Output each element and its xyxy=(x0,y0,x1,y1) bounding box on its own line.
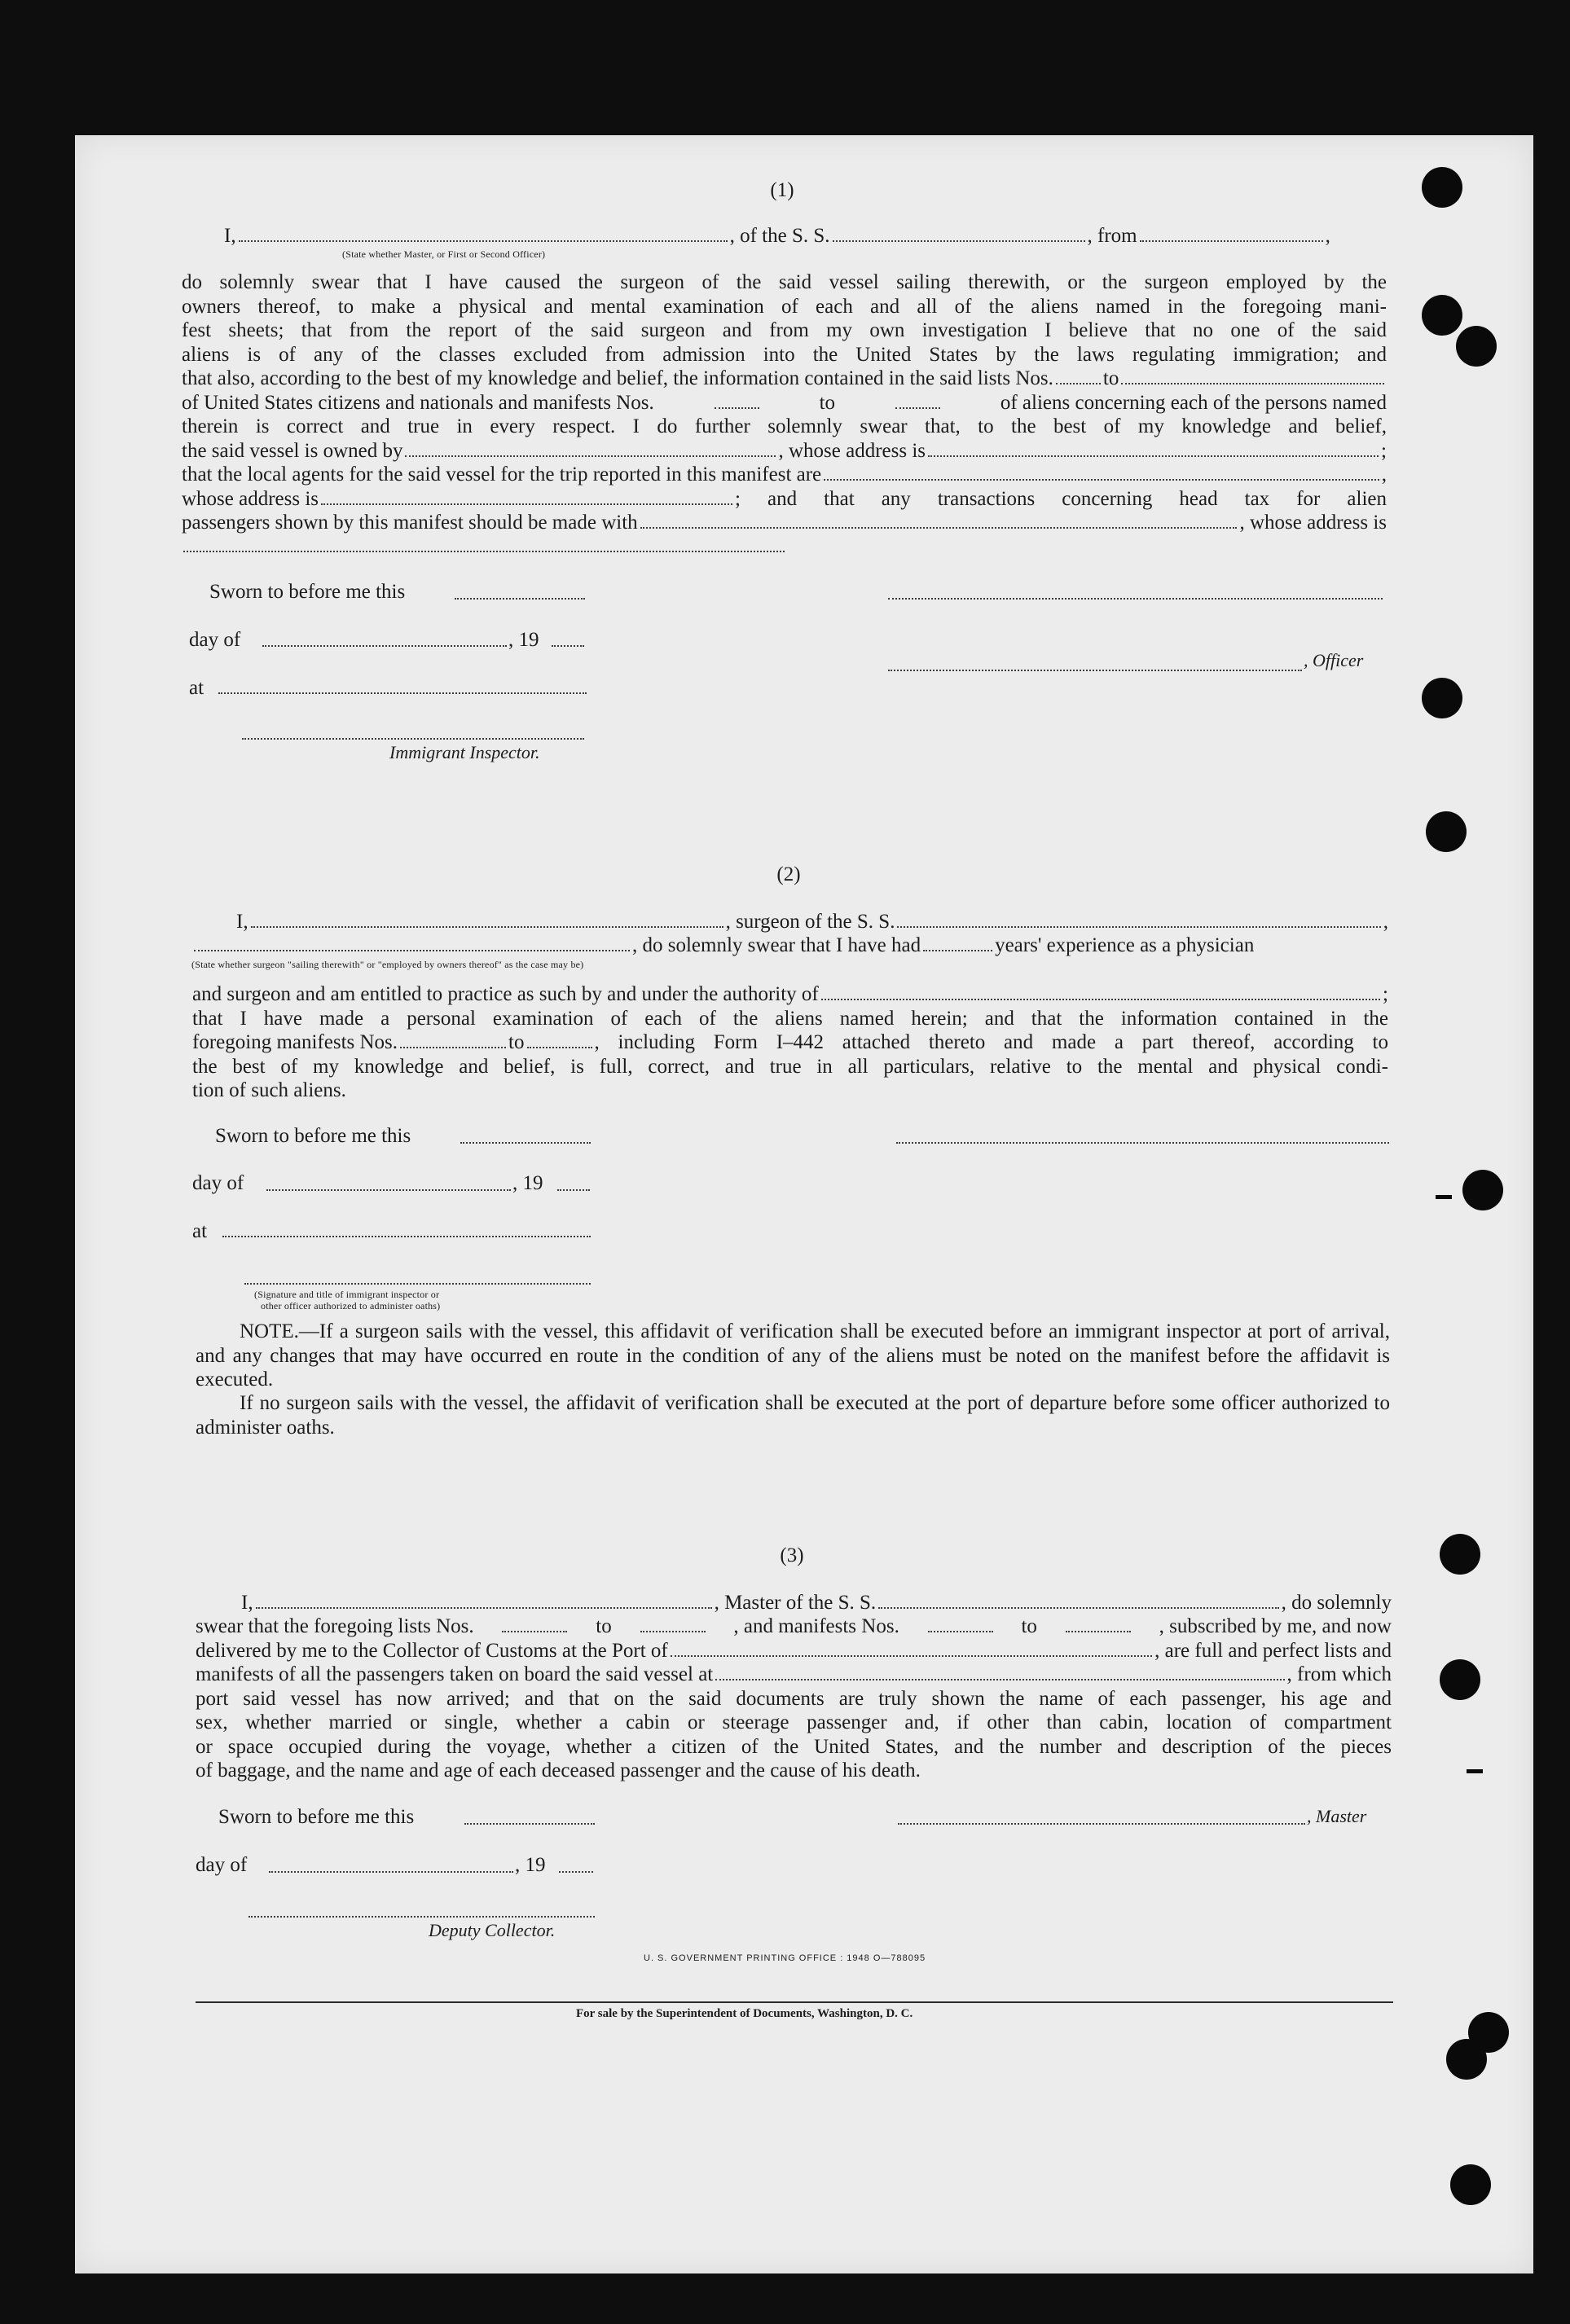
port-field[interactable] xyxy=(671,1655,1152,1657)
punch-hole xyxy=(1462,1170,1503,1210)
manifest-no-from-field[interactable] xyxy=(928,1631,993,1632)
manifest-no-to-field[interactable] xyxy=(895,407,940,409)
experience-text: years' experience as a physician xyxy=(995,934,1255,956)
section-3-master-line xyxy=(241,1591,1392,1615)
sworn-date-field[interactable] xyxy=(455,598,585,600)
body-line: do solemnly swear that I have caused the surgeon of the said vessel sailing therewith, or the surgeon employed by the xyxy=(182,271,1387,293)
i-label: I, xyxy=(236,911,248,933)
vessel-name-field[interactable] xyxy=(878,1607,1278,1609)
agents-address-field[interactable] xyxy=(321,503,732,505)
manifest-no-to-field[interactable] xyxy=(1066,1631,1131,1632)
manifests-text: , and manifests Nos. xyxy=(733,1615,899,1637)
manifests-line xyxy=(192,1030,1388,1055)
delivered-text: delivered by me to the Collector of Customs at the Port of xyxy=(196,1639,668,1662)
manifest-no-to-field[interactable] xyxy=(527,1047,592,1048)
surgeon-signature-field[interactable] xyxy=(896,1142,1389,1144)
surgeon-text: , surgeon of the S. S. xyxy=(725,911,895,933)
comma: , xyxy=(1383,911,1388,933)
section-3-number: (3) xyxy=(780,1544,804,1566)
to-label: to xyxy=(1021,1615,1037,1637)
section-1-officer-line xyxy=(224,224,1387,248)
day-of-label: day of xyxy=(196,1854,248,1876)
authority-text: and surgeon and am entitled to practice as such by and under the authority of xyxy=(192,983,819,1005)
master-label: , Master xyxy=(1307,1806,1367,1826)
years-field[interactable] xyxy=(923,950,992,951)
at-place-field[interactable] xyxy=(218,692,587,694)
whose-address-text: whose address is xyxy=(182,487,319,510)
passengers-text: passengers shown by this manifest should be made with xyxy=(182,512,638,534)
printing-office-imprint: U. S. GOVERNMENT PRINTING OFFICE : 1948 O—788095 xyxy=(644,1953,926,1963)
page-mark xyxy=(1436,1195,1452,1199)
head-tax-text: ; and that any transactions concerning head tax for alien xyxy=(735,487,1387,510)
year-label: , 19 xyxy=(515,1854,546,1876)
punch-hole xyxy=(1422,678,1462,718)
punch-hole xyxy=(1426,811,1467,852)
lists-line xyxy=(196,1614,1392,1639)
page-mark xyxy=(1467,1769,1483,1773)
section-2-surgeon-line xyxy=(236,910,1388,934)
year-field[interactable] xyxy=(552,645,584,647)
citizens-line xyxy=(182,391,1387,415)
year-field[interactable] xyxy=(559,1871,593,1873)
to-label: to xyxy=(819,391,836,414)
lists-text: swear that the foregoing lists Nos. xyxy=(196,1615,474,1637)
from-label: , from xyxy=(1087,225,1137,247)
surgeon-type-field[interactable] xyxy=(194,950,630,951)
to-label: to xyxy=(508,1031,525,1053)
form-text: , including Form I–442 attached thereto and made a part thereof, according to xyxy=(594,1031,1388,1053)
punch-hole xyxy=(1456,326,1497,367)
section-2-number: (2) xyxy=(776,863,801,885)
whose-address-text: , whose address is xyxy=(1239,512,1387,534)
agents-text: that the local agents for the said vessel for the trip reported in this manifest are xyxy=(182,463,822,485)
body-line: port said vessel has now arrived; and that on the said documents are truly shown the name of each passenger, his age and xyxy=(196,1687,1392,1710)
subscribed-text: , subscribed by me, and now xyxy=(1159,1615,1392,1637)
officer-name-field[interactable] xyxy=(239,240,728,242)
punch-hole xyxy=(1422,167,1462,208)
manifests-text: foregoing manifests Nos. xyxy=(192,1031,398,1053)
body-line: owners thereof, to make a physical and mental examination of each and all of the aliens named in the foregoing mani- xyxy=(182,295,1387,318)
master-name-field[interactable] xyxy=(256,1607,712,1609)
month-field[interactable] xyxy=(266,1189,511,1191)
lists-line xyxy=(182,367,1387,391)
owner-line xyxy=(182,439,1387,463)
body-line: sex, whether married or single, whether a cabin or steerage passenger and, if other than cabin, location of compartment xyxy=(196,1711,1392,1733)
owner-address-field[interactable] xyxy=(928,455,1379,457)
manifest-no-from-field[interactable] xyxy=(400,1047,506,1048)
collector-label: Deputy Collector. xyxy=(429,1920,556,1940)
agents-address-line xyxy=(182,487,1387,512)
sworn-label: Sworn to before me this xyxy=(215,1125,411,1147)
head-tax-party-field[interactable] xyxy=(640,527,1238,529)
address-text: , whose address is xyxy=(778,439,926,462)
authority-line xyxy=(192,982,1388,1007)
sworn-date-field[interactable] xyxy=(460,1142,591,1144)
passengers-line xyxy=(182,511,1387,535)
punch-hole xyxy=(1440,1659,1480,1700)
body-line: of baggage, and the name and age of each deceased passenger and the cause of his death. xyxy=(196,1759,921,1781)
month-field[interactable] xyxy=(269,1871,513,1873)
from-port-field[interactable] xyxy=(1140,240,1323,242)
body-line: therein is correct and true in every respect. I do further solemnly swear that, to the best of my knowledge and belief, xyxy=(182,415,1387,437)
collector-signature-field[interactable] xyxy=(248,1916,595,1918)
body-line: tion of such aliens. xyxy=(192,1079,346,1101)
body-line: the best of my knowledge and belief, is full, correct, and true in all particulars, relative to the mental and physical condi- xyxy=(192,1055,1388,1078)
swear-text: , do solemnly swear that I have had xyxy=(632,934,921,956)
sworn-label: Sworn to before me this xyxy=(209,581,406,603)
punch-hole xyxy=(1446,2039,1487,2080)
master-signature-field[interactable] xyxy=(898,1823,1305,1825)
from-which-text: , from which xyxy=(1286,1663,1392,1685)
port-line xyxy=(196,1639,1392,1663)
lists-text: that also, according to the best of my knowledge and belief, the information contained in the said lists Nos. xyxy=(182,367,1053,389)
year-label: , 19 xyxy=(508,629,539,651)
year-label: , 19 xyxy=(512,1172,543,1194)
inspector-signature-field[interactable] xyxy=(244,1283,591,1285)
list-no-from-field[interactable] xyxy=(502,1631,567,1632)
to-label: to xyxy=(596,1615,612,1637)
punch-hole xyxy=(1450,2164,1491,2205)
year-field[interactable] xyxy=(557,1189,590,1191)
section-3-body xyxy=(196,1614,1392,1783)
list-no-from-field[interactable] xyxy=(1056,383,1101,384)
month-field[interactable] xyxy=(262,645,507,647)
surgeon-name-field[interactable] xyxy=(251,926,723,928)
at-label: at xyxy=(192,1220,208,1242)
to-label: to xyxy=(1102,367,1119,389)
sworn-label: Sworn to before me this xyxy=(218,1806,415,1828)
surgeon-caption: (State whether surgeon "sailing therewith" or "employed by owners thereof" as the case may be) xyxy=(191,959,584,970)
full-lists-text: , are full and perfect lists and xyxy=(1154,1639,1392,1662)
master-text: , Master of the S. S. xyxy=(714,1592,877,1614)
solemnly-text: , do solemnly xyxy=(1281,1592,1392,1614)
officer-signature-line-1[interactable] xyxy=(888,598,1383,600)
experience-line xyxy=(191,934,1388,958)
semicolon: ; xyxy=(1383,983,1388,1005)
at-place-field[interactable] xyxy=(222,1236,591,1237)
body-line: fest sheets; that from the report of the said surgeon and from my own investigation I believe that no one of the said xyxy=(182,319,1387,341)
owned-text: the said vessel is owned by xyxy=(182,439,403,462)
section-2-body xyxy=(192,982,1388,1103)
vessel-name-field[interactable] xyxy=(833,240,1085,242)
punch-hole xyxy=(1440,1534,1480,1575)
comma: , xyxy=(1325,225,1330,247)
of-ss-label: , of the S. S. xyxy=(729,225,830,247)
boarding-port-field[interactable] xyxy=(715,1679,1284,1680)
body-line: or space occupied during the voyage, whether a citizen of the United States, and the number and description of the pieces xyxy=(196,1735,1392,1758)
manifests-text: manifests of all the passengers taken on board the said vessel at xyxy=(196,1663,714,1685)
vessel-name-field[interactable] xyxy=(897,926,1380,928)
at-label: at xyxy=(189,677,204,699)
agents-field[interactable] xyxy=(824,479,1379,481)
punch-hole xyxy=(1422,295,1462,336)
sworn-date-field[interactable] xyxy=(464,1823,595,1825)
body-line: aliens is of any of the classes excluded from admission into the United States by the laws regulating immigration; and xyxy=(182,343,1387,366)
officer-signature-field[interactable] xyxy=(888,670,1302,671)
list-no-to-field[interactable] xyxy=(1121,383,1384,384)
section-1-body xyxy=(182,270,1387,535)
inspector-signature-field[interactable] xyxy=(242,738,584,740)
body-line: that I have made a personal examination of each of the aliens named herein; and that the information contained in the xyxy=(192,1007,1388,1030)
day-of-label: day of xyxy=(192,1172,244,1194)
footer-text: For sale by the Superintendent of Documents, Washington, D. C. xyxy=(576,2007,913,2020)
manifest-no-from-field[interactable] xyxy=(715,407,759,409)
boarded-line xyxy=(196,1663,1392,1687)
inspector-label: Immigrant Inspector. xyxy=(389,742,540,762)
aliens-text: of aliens concerning each of the persons named xyxy=(1000,391,1387,414)
i-label: I, xyxy=(224,225,236,247)
authority-field[interactable] xyxy=(821,999,1380,1000)
footer-rule xyxy=(196,2001,1393,2003)
list-no-to-field[interactable] xyxy=(640,1631,706,1632)
citizens-text: of United States citizens and nationals and manifests Nos. xyxy=(182,391,654,414)
head-tax-address-field[interactable] xyxy=(183,551,785,552)
officer-label: , Officer xyxy=(1304,650,1364,670)
semicolon: ; xyxy=(1381,439,1387,462)
signature-caption: other officer authorized to administer oaths) xyxy=(261,1300,441,1311)
signature-caption: (Signature and title of immigrant inspector or xyxy=(254,1289,440,1300)
section-1-number: (1) xyxy=(770,179,794,201)
officer-caption: (State whether Master, or First or Second Officer) xyxy=(342,248,546,260)
note-paragraph: If no surgeon sails with the vessel, the affidavit of verification shall be executed at the port of departure before some officer authorized to administer oaths. xyxy=(196,1392,1390,1439)
note-paragraph: NOTE.—If a surgeon sails with the vessel, this affidavit of verification shall be executed before an immigrant inspector at port of arrival, and any changes that may have occurred en route in the condition of any of the aliens must be noted on the manifest before the affidavit is executed. xyxy=(196,1320,1390,1390)
owner-field[interactable] xyxy=(405,455,776,457)
agents-line xyxy=(182,463,1387,487)
comma: , xyxy=(1381,463,1387,485)
i-label: I, xyxy=(241,1592,253,1614)
day-of-label: day of xyxy=(189,629,241,651)
